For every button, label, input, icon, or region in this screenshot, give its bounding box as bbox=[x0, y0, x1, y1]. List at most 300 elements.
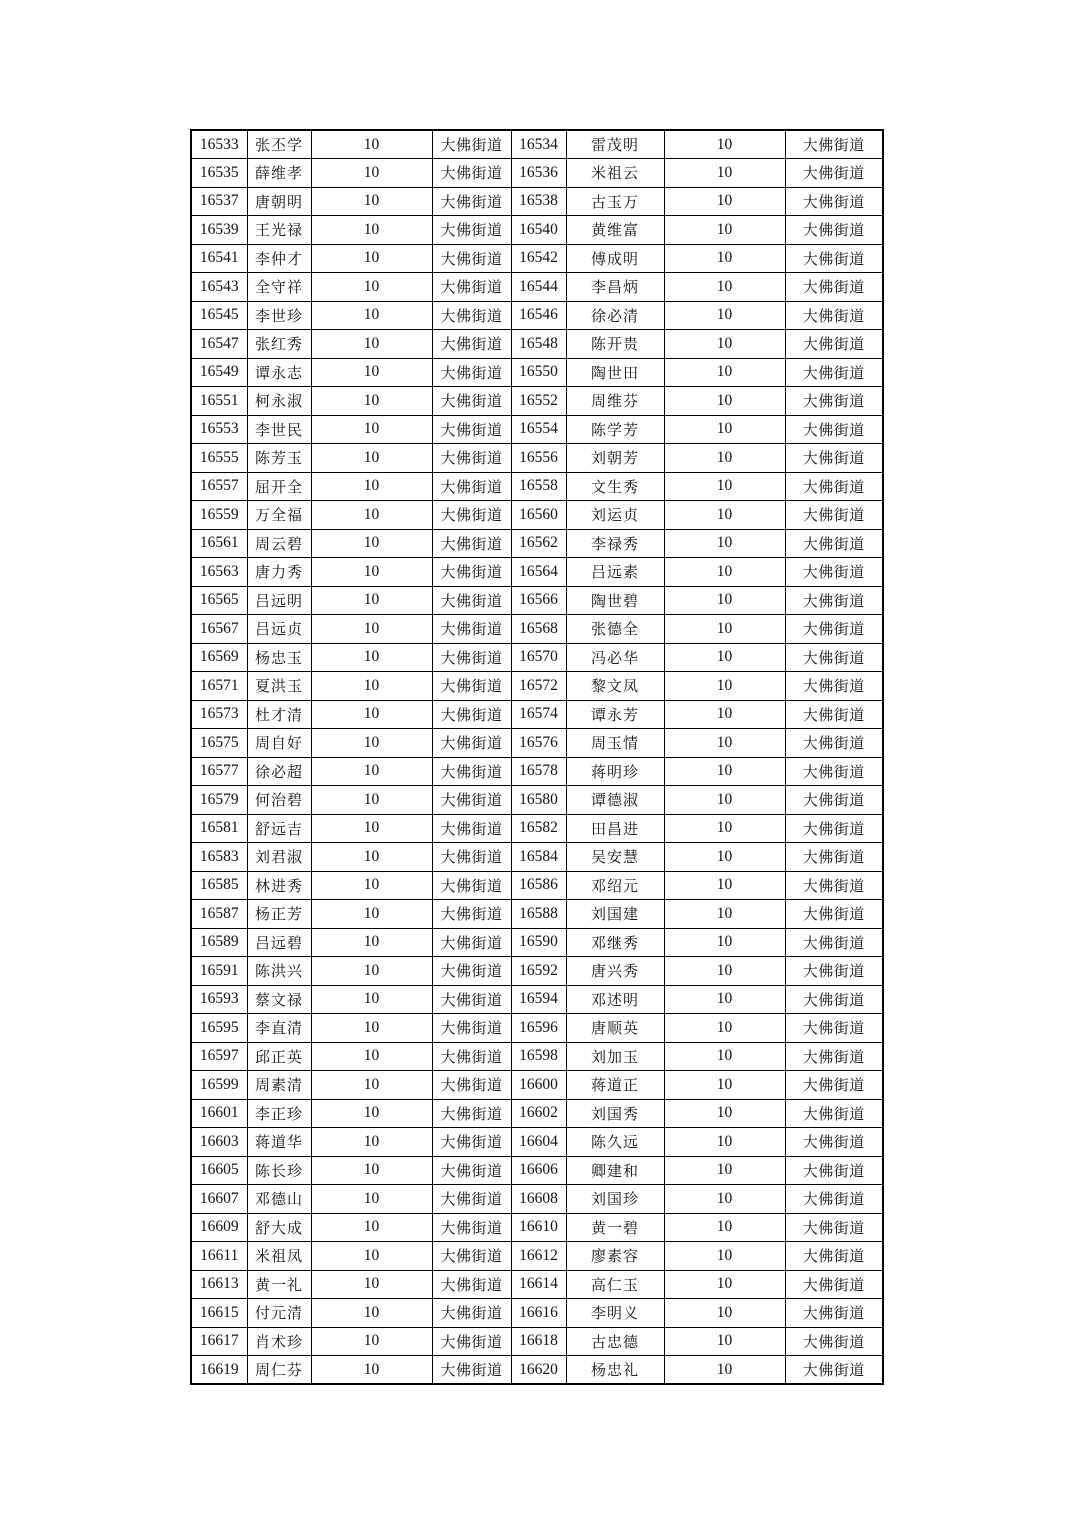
right-street-cell: 大佛街道 bbox=[785, 643, 883, 672]
right-id-cell: 16618 bbox=[511, 1327, 566, 1356]
right-id-cell: 16608 bbox=[511, 1185, 566, 1214]
left-street-cell: 大佛街道 bbox=[432, 871, 511, 900]
right-street-cell: 大佛街道 bbox=[785, 1071, 883, 1100]
right-amount-cell: 10 bbox=[664, 529, 785, 558]
left-street-cell: 大佛街道 bbox=[432, 1128, 511, 1157]
right-name-cell: 刘国秀 bbox=[566, 1099, 664, 1128]
left-street-cell: 大佛街道 bbox=[432, 1242, 511, 1271]
table-row bbox=[191, 1042, 883, 1071]
left-amount-cell: 10 bbox=[311, 900, 432, 929]
left-name-cell: 周素清 bbox=[247, 1071, 311, 1100]
left-street-cell: 大佛街道 bbox=[432, 900, 511, 929]
right-id-cell: 16600 bbox=[511, 1071, 566, 1100]
left-name-cell: 李正珍 bbox=[247, 1099, 311, 1128]
left-street-cell: 大佛街道 bbox=[432, 244, 511, 273]
right-street-cell: 大佛街道 bbox=[785, 387, 883, 416]
right-name-cell: 古忠德 bbox=[566, 1327, 664, 1356]
right-id-cell: 16572 bbox=[511, 672, 566, 701]
right-street-cell: 大佛街道 bbox=[785, 900, 883, 929]
left-street-cell: 大佛街道 bbox=[432, 501, 511, 530]
table-row bbox=[191, 558, 883, 587]
right-id-cell: 16574 bbox=[511, 700, 566, 729]
left-name-cell: 吕远明 bbox=[247, 586, 311, 615]
left-name-cell: 黄一礼 bbox=[247, 1270, 311, 1299]
left-amount-cell: 10 bbox=[311, 985, 432, 1014]
left-id-cell: 16599 bbox=[191, 1071, 247, 1100]
table-row bbox=[191, 1185, 883, 1214]
right-id-cell: 16542 bbox=[511, 244, 566, 273]
left-id-cell: 16555 bbox=[191, 444, 247, 473]
table-row bbox=[191, 273, 883, 302]
table-row bbox=[191, 786, 883, 815]
right-id-cell: 16556 bbox=[511, 444, 566, 473]
left-name-cell: 吕远碧 bbox=[247, 928, 311, 957]
table-row bbox=[191, 615, 883, 644]
left-id-cell: 16553 bbox=[191, 415, 247, 444]
left-street-cell: 大佛街道 bbox=[432, 273, 511, 302]
left-street-cell: 大佛街道 bbox=[432, 358, 511, 387]
left-amount-cell: 10 bbox=[311, 1327, 432, 1356]
left-street-cell: 大佛街道 bbox=[432, 558, 511, 587]
left-amount-cell: 10 bbox=[311, 273, 432, 302]
right-street-cell: 大佛街道 bbox=[785, 330, 883, 359]
left-name-cell: 周仁芬 bbox=[247, 1356, 311, 1385]
right-amount-cell: 10 bbox=[664, 871, 785, 900]
table-row bbox=[191, 1356, 883, 1385]
right-id-cell: 16564 bbox=[511, 558, 566, 587]
left-amount-cell: 10 bbox=[311, 244, 432, 273]
right-id-cell: 16602 bbox=[511, 1099, 566, 1128]
right-amount-cell: 10 bbox=[664, 928, 785, 957]
right-street-cell: 大佛街道 bbox=[785, 1128, 883, 1157]
right-name-cell: 刘运贞 bbox=[566, 501, 664, 530]
left-name-cell: 邱正英 bbox=[247, 1042, 311, 1071]
left-id-cell: 16535 bbox=[191, 159, 247, 188]
table-row bbox=[191, 1213, 883, 1242]
right-street-cell: 大佛街道 bbox=[785, 529, 883, 558]
right-name-cell: 邓述明 bbox=[566, 985, 664, 1014]
table-row bbox=[191, 985, 883, 1014]
right-name-cell: 李明义 bbox=[566, 1299, 664, 1328]
left-name-cell: 张丕学 bbox=[247, 130, 311, 159]
left-id-cell: 16541 bbox=[191, 244, 247, 273]
right-amount-cell: 10 bbox=[664, 1242, 785, 1271]
right-street-cell: 大佛街道 bbox=[785, 1213, 883, 1242]
table-row bbox=[191, 358, 883, 387]
right-amount-cell: 10 bbox=[664, 1356, 785, 1385]
right-id-cell: 16560 bbox=[511, 501, 566, 530]
right-amount-cell: 10 bbox=[664, 301, 785, 330]
right-name-cell: 傅成明 bbox=[566, 244, 664, 273]
right-amount-cell: 10 bbox=[664, 586, 785, 615]
left-amount-cell: 10 bbox=[311, 1156, 432, 1185]
right-id-cell: 16576 bbox=[511, 729, 566, 758]
right-amount-cell: 10 bbox=[664, 159, 785, 188]
right-id-cell: 16586 bbox=[511, 871, 566, 900]
right-street-cell: 大佛街道 bbox=[785, 187, 883, 216]
left-name-cell: 夏洪玉 bbox=[247, 672, 311, 701]
left-name-cell: 蔡文禄 bbox=[247, 985, 311, 1014]
left-amount-cell: 10 bbox=[311, 1356, 432, 1385]
left-name-cell: 万全福 bbox=[247, 501, 311, 530]
left-name-cell: 陈洪兴 bbox=[247, 957, 311, 986]
right-name-cell: 蒋明珍 bbox=[566, 757, 664, 786]
left-name-cell: 杜才清 bbox=[247, 700, 311, 729]
right-name-cell: 杨忠礼 bbox=[566, 1356, 664, 1385]
right-name-cell: 吴安慧 bbox=[566, 843, 664, 872]
right-name-cell: 蒋道正 bbox=[566, 1071, 664, 1100]
table-row bbox=[191, 1128, 883, 1157]
right-amount-cell: 10 bbox=[664, 700, 785, 729]
left-name-cell: 何治碧 bbox=[247, 786, 311, 815]
table-row bbox=[191, 1299, 883, 1328]
right-name-cell: 文生秀 bbox=[566, 472, 664, 501]
left-name-cell: 李世民 bbox=[247, 415, 311, 444]
right-amount-cell: 10 bbox=[664, 1327, 785, 1356]
left-street-cell: 大佛街道 bbox=[432, 786, 511, 815]
left-id-cell: 16547 bbox=[191, 330, 247, 359]
right-amount-cell: 10 bbox=[664, 415, 785, 444]
right-id-cell: 16554 bbox=[511, 415, 566, 444]
left-id-cell: 16617 bbox=[191, 1327, 247, 1356]
right-name-cell: 陶世田 bbox=[566, 358, 664, 387]
right-amount-cell: 10 bbox=[664, 1185, 785, 1214]
right-street-cell: 大佛街道 bbox=[785, 444, 883, 473]
left-amount-cell: 10 bbox=[311, 444, 432, 473]
left-id-cell: 16569 bbox=[191, 643, 247, 672]
right-street-cell: 大佛街道 bbox=[785, 615, 883, 644]
right-name-cell: 邓继秀 bbox=[566, 928, 664, 957]
right-street-cell: 大佛街道 bbox=[785, 1270, 883, 1299]
right-id-cell: 16568 bbox=[511, 615, 566, 644]
left-name-cell: 肖术珍 bbox=[247, 1327, 311, 1356]
left-street-cell: 大佛街道 bbox=[432, 330, 511, 359]
left-amount-cell: 10 bbox=[311, 1242, 432, 1271]
left-id-cell: 16601 bbox=[191, 1099, 247, 1128]
table-row bbox=[191, 244, 883, 273]
left-name-cell: 周自好 bbox=[247, 729, 311, 758]
left-amount-cell: 10 bbox=[311, 814, 432, 843]
left-amount-cell: 10 bbox=[311, 729, 432, 758]
left-name-cell: 陈长珍 bbox=[247, 1156, 311, 1185]
left-street-cell: 大佛街道 bbox=[432, 1299, 511, 1328]
right-amount-cell: 10 bbox=[664, 1213, 785, 1242]
left-amount-cell: 10 bbox=[311, 957, 432, 986]
left-id-cell: 16565 bbox=[191, 586, 247, 615]
right-amount-cell: 10 bbox=[664, 187, 785, 216]
table-row bbox=[191, 586, 883, 615]
right-amount-cell: 10 bbox=[664, 1299, 785, 1328]
left-street-cell: 大佛街道 bbox=[432, 1042, 511, 1071]
right-id-cell: 16594 bbox=[511, 985, 566, 1014]
left-amount-cell: 10 bbox=[311, 130, 432, 159]
right-street-cell: 大佛街道 bbox=[785, 814, 883, 843]
right-id-cell: 16550 bbox=[511, 358, 566, 387]
left-amount-cell: 10 bbox=[311, 1213, 432, 1242]
right-street-cell: 大佛街道 bbox=[785, 843, 883, 872]
right-street-cell: 大佛街道 bbox=[785, 1356, 883, 1385]
left-id-cell: 16581 bbox=[191, 814, 247, 843]
left-street-cell: 大佛街道 bbox=[432, 301, 511, 330]
right-amount-cell: 10 bbox=[664, 643, 785, 672]
right-name-cell: 唐顺英 bbox=[566, 1014, 664, 1043]
right-id-cell: 16612 bbox=[511, 1242, 566, 1271]
right-street-cell: 大佛街道 bbox=[785, 672, 883, 701]
left-street-cell: 大佛街道 bbox=[432, 415, 511, 444]
left-id-cell: 16583 bbox=[191, 843, 247, 872]
right-name-cell: 古玉万 bbox=[566, 187, 664, 216]
right-id-cell: 16578 bbox=[511, 757, 566, 786]
left-amount-cell: 10 bbox=[311, 786, 432, 815]
right-id-cell: 16562 bbox=[511, 529, 566, 558]
left-street-cell: 大佛街道 bbox=[432, 130, 511, 159]
left-amount-cell: 10 bbox=[311, 159, 432, 188]
right-street-cell: 大佛街道 bbox=[785, 216, 883, 245]
left-id-cell: 16591 bbox=[191, 957, 247, 986]
table-row bbox=[191, 387, 883, 416]
left-id-cell: 16557 bbox=[191, 472, 247, 501]
right-id-cell: 16604 bbox=[511, 1128, 566, 1157]
right-street-cell: 大佛街道 bbox=[785, 586, 883, 615]
right-amount-cell: 10 bbox=[664, 444, 785, 473]
left-amount-cell: 10 bbox=[311, 1099, 432, 1128]
right-name-cell: 米祖云 bbox=[566, 159, 664, 188]
right-amount-cell: 10 bbox=[664, 786, 785, 815]
left-street-cell: 大佛街道 bbox=[432, 615, 511, 644]
right-name-cell: 卿建和 bbox=[566, 1156, 664, 1185]
left-street-cell: 大佛街道 bbox=[432, 1099, 511, 1128]
table-row bbox=[191, 330, 883, 359]
left-id-cell: 16613 bbox=[191, 1270, 247, 1299]
left-name-cell: 米祖凤 bbox=[247, 1242, 311, 1271]
left-name-cell: 陈芳玉 bbox=[247, 444, 311, 473]
right-name-cell: 高仁玉 bbox=[566, 1270, 664, 1299]
left-id-cell: 16577 bbox=[191, 757, 247, 786]
left-street-cell: 大佛街道 bbox=[432, 1270, 511, 1299]
left-amount-cell: 10 bbox=[311, 672, 432, 701]
left-amount-cell: 10 bbox=[311, 757, 432, 786]
left-street-cell: 大佛街道 bbox=[432, 187, 511, 216]
right-id-cell: 16566 bbox=[511, 586, 566, 615]
right-id-cell: 16582 bbox=[511, 814, 566, 843]
right-street-cell: 大佛街道 bbox=[785, 1042, 883, 1071]
table-row bbox=[191, 216, 883, 245]
table-row bbox=[191, 643, 883, 672]
left-amount-cell: 10 bbox=[311, 1071, 432, 1100]
left-id-cell: 16589 bbox=[191, 928, 247, 957]
left-id-cell: 16561 bbox=[191, 529, 247, 558]
left-id-cell: 16563 bbox=[191, 558, 247, 587]
right-name-cell: 李禄秀 bbox=[566, 529, 664, 558]
left-name-cell: 周云碧 bbox=[247, 529, 311, 558]
right-name-cell: 李昌炳 bbox=[566, 273, 664, 302]
left-id-cell: 16595 bbox=[191, 1014, 247, 1043]
left-id-cell: 16587 bbox=[191, 900, 247, 929]
right-id-cell: 16558 bbox=[511, 472, 566, 501]
right-amount-cell: 10 bbox=[664, 387, 785, 416]
right-name-cell: 冯必华 bbox=[566, 643, 664, 672]
table-row bbox=[191, 159, 883, 188]
table-row bbox=[191, 1242, 883, 1271]
right-street-cell: 大佛街道 bbox=[785, 871, 883, 900]
right-street-cell: 大佛街道 bbox=[785, 301, 883, 330]
left-street-cell: 大佛街道 bbox=[432, 529, 511, 558]
left-street-cell: 大佛街道 bbox=[432, 1156, 511, 1185]
right-name-cell: 刘国珍 bbox=[566, 1185, 664, 1214]
table-row bbox=[191, 415, 883, 444]
left-amount-cell: 10 bbox=[311, 700, 432, 729]
right-street-cell: 大佛街道 bbox=[785, 786, 883, 815]
left-id-cell: 16609 bbox=[191, 1213, 247, 1242]
right-amount-cell: 10 bbox=[664, 130, 785, 159]
left-name-cell: 薛维孝 bbox=[247, 159, 311, 188]
left-id-cell: 16573 bbox=[191, 700, 247, 729]
right-name-cell: 田昌进 bbox=[566, 814, 664, 843]
left-id-cell: 16551 bbox=[191, 387, 247, 416]
left-street-cell: 大佛街道 bbox=[432, 928, 511, 957]
right-name-cell: 张德全 bbox=[566, 615, 664, 644]
left-name-cell: 舒大成 bbox=[247, 1213, 311, 1242]
left-amount-cell: 10 bbox=[311, 330, 432, 359]
right-amount-cell: 10 bbox=[664, 1071, 785, 1100]
right-amount-cell: 10 bbox=[664, 1042, 785, 1071]
left-street-cell: 大佛街道 bbox=[432, 843, 511, 872]
left-street-cell: 大佛街道 bbox=[432, 1356, 511, 1385]
right-id-cell: 16596 bbox=[511, 1014, 566, 1043]
left-name-cell: 谭永志 bbox=[247, 358, 311, 387]
right-amount-cell: 10 bbox=[664, 216, 785, 245]
right-street-cell: 大佛街道 bbox=[785, 1242, 883, 1271]
right-street-cell: 大佛街道 bbox=[785, 358, 883, 387]
right-name-cell: 雷茂明 bbox=[566, 130, 664, 159]
table-row bbox=[191, 1099, 883, 1128]
right-name-cell: 陈学芳 bbox=[566, 415, 664, 444]
left-id-cell: 16539 bbox=[191, 216, 247, 245]
right-street-cell: 大佛街道 bbox=[785, 1156, 883, 1185]
table-row bbox=[191, 700, 883, 729]
right-amount-cell: 10 bbox=[664, 1014, 785, 1043]
left-name-cell: 屈开全 bbox=[247, 472, 311, 501]
left-amount-cell: 10 bbox=[311, 1042, 432, 1071]
table-row bbox=[191, 444, 883, 473]
table-row bbox=[191, 871, 883, 900]
table-row bbox=[191, 729, 883, 758]
right-name-cell: 吕远素 bbox=[566, 558, 664, 587]
right-id-cell: 16616 bbox=[511, 1299, 566, 1328]
right-name-cell: 邓绍元 bbox=[566, 871, 664, 900]
left-street-cell: 大佛街道 bbox=[432, 757, 511, 786]
right-street-cell: 大佛街道 bbox=[785, 1185, 883, 1214]
left-amount-cell: 10 bbox=[311, 216, 432, 245]
table-row bbox=[191, 1327, 883, 1356]
right-id-cell: 16592 bbox=[511, 957, 566, 986]
right-amount-cell: 10 bbox=[664, 615, 785, 644]
left-id-cell: 16611 bbox=[191, 1242, 247, 1271]
left-name-cell: 张红秀 bbox=[247, 330, 311, 359]
right-id-cell: 16620 bbox=[511, 1356, 566, 1385]
right-name-cell: 刘加玉 bbox=[566, 1042, 664, 1071]
left-id-cell: 16607 bbox=[191, 1185, 247, 1214]
left-street-cell: 大佛街道 bbox=[432, 985, 511, 1014]
left-amount-cell: 10 bbox=[311, 1128, 432, 1157]
right-id-cell: 16610 bbox=[511, 1213, 566, 1242]
left-id-cell: 16619 bbox=[191, 1356, 247, 1385]
right-street-cell: 大佛街道 bbox=[785, 415, 883, 444]
left-name-cell: 舒远吉 bbox=[247, 814, 311, 843]
left-street-cell: 大佛街道 bbox=[432, 159, 511, 188]
left-id-cell: 16559 bbox=[191, 501, 247, 530]
right-amount-cell: 10 bbox=[664, 1270, 785, 1299]
left-amount-cell: 10 bbox=[311, 1014, 432, 1043]
right-amount-cell: 10 bbox=[664, 729, 785, 758]
right-name-cell: 陈久远 bbox=[566, 1128, 664, 1157]
right-id-cell: 16548 bbox=[511, 330, 566, 359]
right-id-cell: 16546 bbox=[511, 301, 566, 330]
left-amount-cell: 10 bbox=[311, 1270, 432, 1299]
right-amount-cell: 10 bbox=[664, 1099, 785, 1128]
right-street-cell: 大佛街道 bbox=[785, 244, 883, 273]
right-name-cell: 黄维富 bbox=[566, 216, 664, 245]
left-id-cell: 16567 bbox=[191, 615, 247, 644]
left-street-cell: 大佛街道 bbox=[432, 586, 511, 615]
table-row bbox=[191, 757, 883, 786]
right-name-cell: 谭永芳 bbox=[566, 700, 664, 729]
right-street-cell: 大佛街道 bbox=[785, 700, 883, 729]
right-street-cell: 大佛街道 bbox=[785, 159, 883, 188]
left-name-cell: 杨正芳 bbox=[247, 900, 311, 929]
right-amount-cell: 10 bbox=[664, 957, 785, 986]
right-id-cell: 16614 bbox=[511, 1270, 566, 1299]
right-name-cell: 刘国建 bbox=[566, 900, 664, 929]
left-amount-cell: 10 bbox=[311, 928, 432, 957]
left-name-cell: 全守祥 bbox=[247, 273, 311, 302]
left-amount-cell: 10 bbox=[311, 358, 432, 387]
table-row bbox=[191, 501, 883, 530]
left-name-cell: 柯永淑 bbox=[247, 387, 311, 416]
right-street-cell: 大佛街道 bbox=[785, 985, 883, 1014]
left-name-cell: 吕远贞 bbox=[247, 615, 311, 644]
right-id-cell: 16538 bbox=[511, 187, 566, 216]
right-street-cell: 大佛街道 bbox=[785, 501, 883, 530]
right-amount-cell: 10 bbox=[664, 358, 785, 387]
right-amount-cell: 10 bbox=[664, 672, 785, 701]
left-street-cell: 大佛街道 bbox=[432, 1185, 511, 1214]
table-row bbox=[191, 1270, 883, 1299]
left-amount-cell: 10 bbox=[311, 643, 432, 672]
right-name-cell: 廖素容 bbox=[566, 1242, 664, 1271]
left-amount-cell: 10 bbox=[311, 843, 432, 872]
right-name-cell: 陈开贵 bbox=[566, 330, 664, 359]
table-row bbox=[191, 672, 883, 701]
table-row bbox=[191, 472, 883, 501]
right-name-cell: 陶世碧 bbox=[566, 586, 664, 615]
left-id-cell: 16549 bbox=[191, 358, 247, 387]
left-id-cell: 16533 bbox=[191, 130, 247, 159]
right-amount-cell: 10 bbox=[664, 472, 785, 501]
right-id-cell: 16588 bbox=[511, 900, 566, 929]
right-id-cell: 16606 bbox=[511, 1156, 566, 1185]
left-street-cell: 大佛街道 bbox=[432, 1071, 511, 1100]
left-name-cell: 唐朝明 bbox=[247, 187, 311, 216]
right-amount-cell: 10 bbox=[664, 244, 785, 273]
left-id-cell: 16605 bbox=[191, 1156, 247, 1185]
left-name-cell: 李世珍 bbox=[247, 301, 311, 330]
table-row bbox=[191, 928, 883, 957]
table-row bbox=[191, 187, 883, 216]
subsidy-list-table bbox=[190, 129, 884, 1385]
table-row bbox=[191, 814, 883, 843]
left-amount-cell: 10 bbox=[311, 615, 432, 644]
